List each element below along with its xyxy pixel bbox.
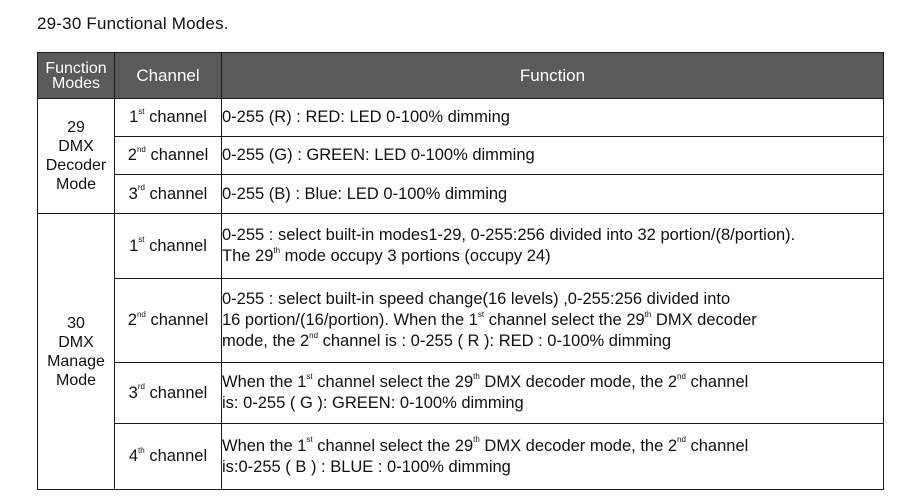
function-text: channel is : 0-255 ( R ): RED : 0-100% dimming xyxy=(318,332,672,350)
channel-cell xyxy=(115,137,222,175)
channel-cell xyxy=(115,279,222,363)
mode-29-cell xyxy=(38,99,115,214)
ordinal: st xyxy=(306,435,313,444)
function-text: 0-255 (G) : GREEN: LED 0-100% dimming xyxy=(222,146,535,164)
channel-num: 3 xyxy=(128,383,138,402)
page-title: 29-30 Functional Modes. xyxy=(37,14,229,33)
channel-label: channel xyxy=(149,383,208,402)
function-text: is: 0-255 ( G ): GREEN: 0-100% dimming xyxy=(222,394,524,412)
table-header-row xyxy=(38,53,884,99)
channel-cell xyxy=(115,99,222,137)
mode-30-line: DMX xyxy=(58,333,94,351)
header-function: Function xyxy=(222,53,884,99)
function-text: is:0-255 ( B ) : BLUE : 0-100% dimming xyxy=(222,457,511,476)
channel-cell xyxy=(115,214,222,279)
channel-cell xyxy=(115,175,222,214)
channel-label: channel xyxy=(150,311,209,329)
function-text: 16 portion/(16/portion). When the 1 xyxy=(222,311,478,329)
channel-num: 4 xyxy=(128,447,139,465)
functional-modes-table xyxy=(37,52,884,490)
channel-label: channel xyxy=(149,236,207,255)
channel-ordinal: st xyxy=(138,235,145,244)
table-row xyxy=(38,214,884,279)
ordinal: th xyxy=(644,309,652,319)
header-channel: Channel xyxy=(115,53,222,99)
channel-label: channel xyxy=(150,146,209,164)
channel-label: channel xyxy=(149,108,207,126)
table-row xyxy=(38,363,884,424)
function-cell xyxy=(222,363,884,424)
mode-30-line: Manage xyxy=(47,352,105,370)
channel-ordinal: st xyxy=(138,106,145,116)
ordinal: st xyxy=(477,309,485,319)
channel-ordinal: rd xyxy=(137,183,145,192)
ordinal: nd xyxy=(309,330,319,340)
channel-ordinal: th xyxy=(138,445,145,455)
mode-29-line: DMX xyxy=(58,138,94,155)
function-text: DMX decoder mode, the 2 xyxy=(479,436,678,455)
table-row xyxy=(38,424,884,490)
table-row xyxy=(38,175,884,214)
ordinal: th xyxy=(473,435,480,444)
function-text: 0-255 : select built-in modes1-29, 0-255:256 divided into 32 portion/(8/portion). xyxy=(222,226,796,244)
channel-label: channel xyxy=(149,447,208,465)
table-row xyxy=(38,99,884,137)
function-text: channel xyxy=(685,373,749,391)
ordinal: st xyxy=(306,371,313,381)
function-cell xyxy=(222,214,884,279)
channel-label: channel xyxy=(149,184,208,203)
channel-num: 1 xyxy=(129,236,139,255)
function-text: DMX decoder mode, the 2 xyxy=(479,373,678,391)
function-text: mode occupy 3 portions (occupy 24) xyxy=(280,247,551,265)
channel-cell xyxy=(115,363,222,424)
function-text: mode, the 2 xyxy=(222,332,310,350)
function-text: When the 1 xyxy=(222,373,307,391)
channel-num: 2 xyxy=(127,146,137,164)
function-text: channel select the 29 xyxy=(312,436,474,455)
channel-cell xyxy=(115,424,222,490)
function-text: DMX decoder xyxy=(651,311,757,329)
channel-num: 3 xyxy=(128,184,138,203)
function-text: channel select the 29 xyxy=(312,373,474,391)
function-text: 0-255 : select built-in speed change(16 levels) ,0-255:256 divided into xyxy=(222,290,731,308)
function-cell xyxy=(222,137,884,175)
function-text: 0-255 (R) : RED: LED 0-100% dimming xyxy=(222,108,510,126)
function-text: The 29 xyxy=(222,247,274,265)
mode-29-line: Decoder xyxy=(45,157,107,174)
channel-num: 2 xyxy=(127,311,137,329)
mode-29-line: Mode xyxy=(55,176,97,193)
header-function-modes xyxy=(38,53,115,99)
table-row xyxy=(38,279,884,363)
mode-30-line: Mode xyxy=(55,371,97,389)
function-text: 0-255 (B) : Blue: LED 0-100% dimming xyxy=(222,184,508,203)
function-text: When the 1 xyxy=(222,436,307,455)
ordinal: nd xyxy=(677,435,686,444)
channel-ordinal: rd xyxy=(137,382,145,391)
mode-29-line: 29 xyxy=(67,119,85,136)
table-row xyxy=(38,137,884,175)
mode-30-line: 30 xyxy=(67,314,85,332)
function-cell xyxy=(222,424,884,490)
ordinal: nd xyxy=(677,371,686,381)
function-cell xyxy=(222,279,884,363)
function-cell xyxy=(222,99,884,137)
ordinal: th xyxy=(273,245,281,255)
ordinal: th xyxy=(473,371,480,381)
function-cell xyxy=(222,175,884,214)
mode-30-cell xyxy=(38,214,115,490)
channel-ordinal: nd xyxy=(136,144,146,154)
channel-ordinal: nd xyxy=(136,309,146,319)
header-mode-line1: Function xyxy=(45,59,107,77)
function-text: channel xyxy=(685,436,749,455)
channel-num: 1 xyxy=(129,108,139,126)
function-text: channel select the 29 xyxy=(484,311,645,329)
header-mode-line2: Modes xyxy=(51,74,101,92)
